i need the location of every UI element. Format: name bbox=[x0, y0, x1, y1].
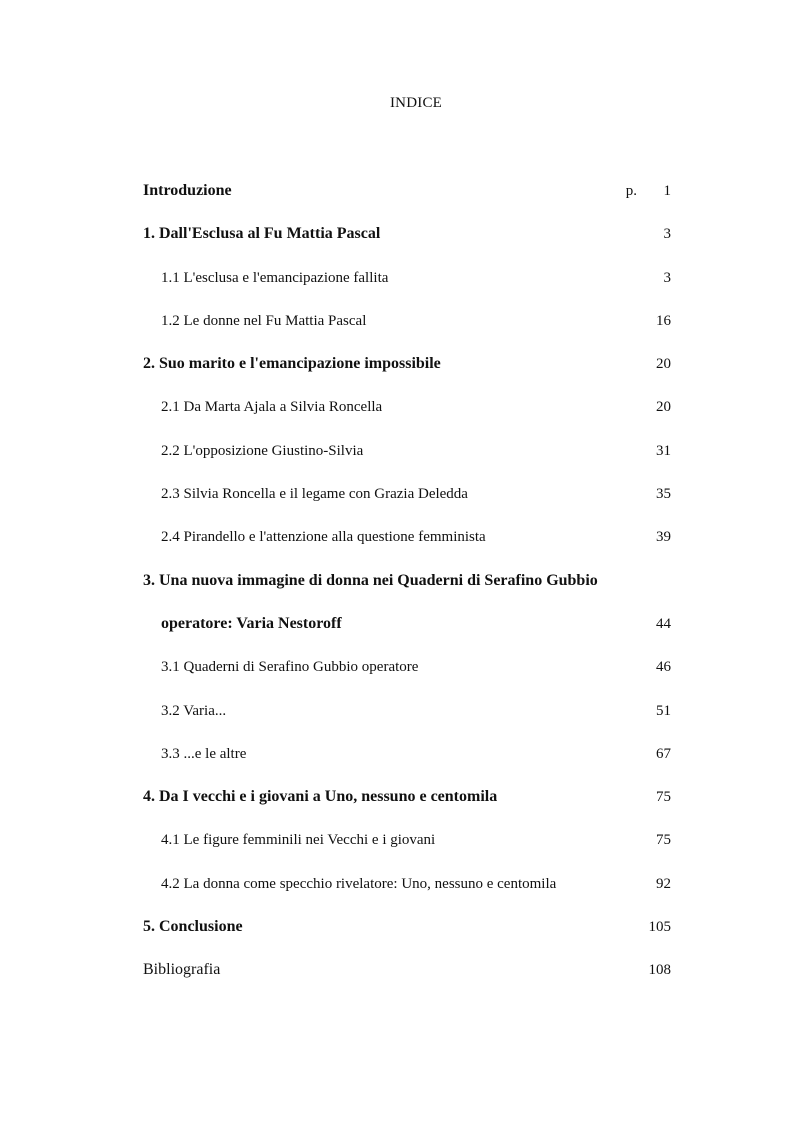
toc-entry-page: 35 bbox=[656, 486, 671, 503]
toc-entry-chapter-1[interactable] bbox=[143, 221, 671, 264]
toc-entry-section-3-1[interactable] bbox=[143, 654, 671, 697]
toc-entry-chapter-2[interactable] bbox=[143, 351, 671, 394]
toc-entry-title: 4.1 Le figure femminili nei Vecchi e i giovani bbox=[161, 832, 436, 849]
toc-entry-page: 3 bbox=[663, 226, 671, 243]
toc-entry-title: 3. Una nuova immagine di donna nei Quaderni di Serafino Gubbio bbox=[143, 571, 598, 589]
toc-entry-title: Bibliografia bbox=[143, 961, 221, 979]
toc-entry-chapter-3[interactable] bbox=[143, 568, 671, 611]
toc-entry-title: 3.3 ...e le altre bbox=[161, 745, 247, 762]
toc-entry-title: 1.1 L'esclusa e l'emancipazione fallita bbox=[161, 269, 389, 286]
toc-entry-page: 16 bbox=[656, 312, 671, 329]
toc-entry-title: 2.4 Pirandello e l'attenzione alla questione femminista bbox=[161, 529, 486, 546]
toc-entry-section-2-3[interactable] bbox=[143, 481, 671, 524]
toc-entry-title: operatore: Varia Nestoroff bbox=[161, 614, 342, 632]
toc-entry-title: 3.1 Quaderni di Serafino Gubbio operatore bbox=[161, 659, 419, 676]
toc-entry-title: 1.2 Le donne nel Fu Mattia Pascal bbox=[161, 312, 367, 329]
toc-entry-page: 20 bbox=[656, 399, 671, 416]
toc-entry-page: 39 bbox=[656, 529, 671, 546]
toc-entry-title: 2. Suo marito e l'emancipazione impossibile bbox=[143, 355, 441, 373]
toc-entry-title: Introduzione bbox=[143, 182, 232, 199]
toc-entry-page: 67 bbox=[656, 745, 671, 762]
toc-entry-title: 1. Dall'Esclusa al Fu Mattia Pascal bbox=[143, 225, 381, 243]
toc-entry-section-3-3[interactable] bbox=[143, 741, 671, 784]
toc-entry-section-1-1[interactable] bbox=[143, 265, 671, 308]
toc-entry-chapter-3-continued[interactable] bbox=[143, 611, 671, 654]
toc-entry-section-3-2[interactable] bbox=[143, 698, 671, 741]
toc-entry-page: 75 bbox=[656, 789, 671, 806]
page-title: INDICE bbox=[389, 95, 443, 111]
toc-entry-page: 46 bbox=[656, 659, 671, 676]
toc-entry-title: 2.1 Da Marta Ajala a Silvia Roncella bbox=[161, 399, 383, 416]
toc-entry-title: 4. Da I vecchi e i giovani a Uno, nessuno e centomila bbox=[143, 788, 498, 806]
toc-entry-page: 1 bbox=[663, 183, 671, 199]
toc-entry-title: 2.3 Silvia Roncella e il legame con Grazia Deledda bbox=[161, 486, 468, 503]
toc-entry-page: 108 bbox=[648, 962, 671, 979]
toc-entry-title: 3.2 Varia... bbox=[161, 702, 227, 719]
toc-entry-introduzione[interactable] bbox=[143, 178, 671, 221]
toc-entry-section-2-2[interactable] bbox=[143, 438, 671, 481]
toc-entry-page: 75 bbox=[656, 832, 671, 849]
toc-entry-page: 44 bbox=[656, 615, 671, 632]
toc-entry-title: 5. Conclusione bbox=[143, 918, 243, 936]
toc-entry-section-4-2[interactable] bbox=[143, 871, 671, 914]
toc-entry-chapter-5[interactable] bbox=[143, 914, 671, 957]
table-of-contents bbox=[143, 178, 671, 1001]
toc-entry-page: 51 bbox=[656, 702, 671, 719]
toc-entry-page: 31 bbox=[656, 442, 671, 459]
toc-entry-section-1-2[interactable] bbox=[143, 308, 671, 351]
toc-entry-chapter-4[interactable] bbox=[143, 784, 671, 827]
toc-entry-section-2-4[interactable] bbox=[143, 524, 671, 567]
page-prefix: p. bbox=[625, 183, 637, 199]
toc-entry-page: 20 bbox=[656, 356, 671, 373]
toc-entry-bibliografia[interactable] bbox=[143, 957, 671, 1000]
toc-entry-section-2-1[interactable] bbox=[143, 394, 671, 437]
toc-entry-section-4-1[interactable] bbox=[143, 827, 671, 870]
toc-entry-title: 4.2 La donna come specchio rivelatore: Uno, nessuno e centomila bbox=[161, 875, 557, 892]
toc-entry-page: 105 bbox=[648, 919, 671, 936]
toc-entry-page: 3 bbox=[663, 269, 671, 286]
toc-entry-page: 92 bbox=[656, 875, 671, 892]
toc-entry-title: 2.2 L'opposizione Giustino-Silvia bbox=[161, 442, 364, 459]
